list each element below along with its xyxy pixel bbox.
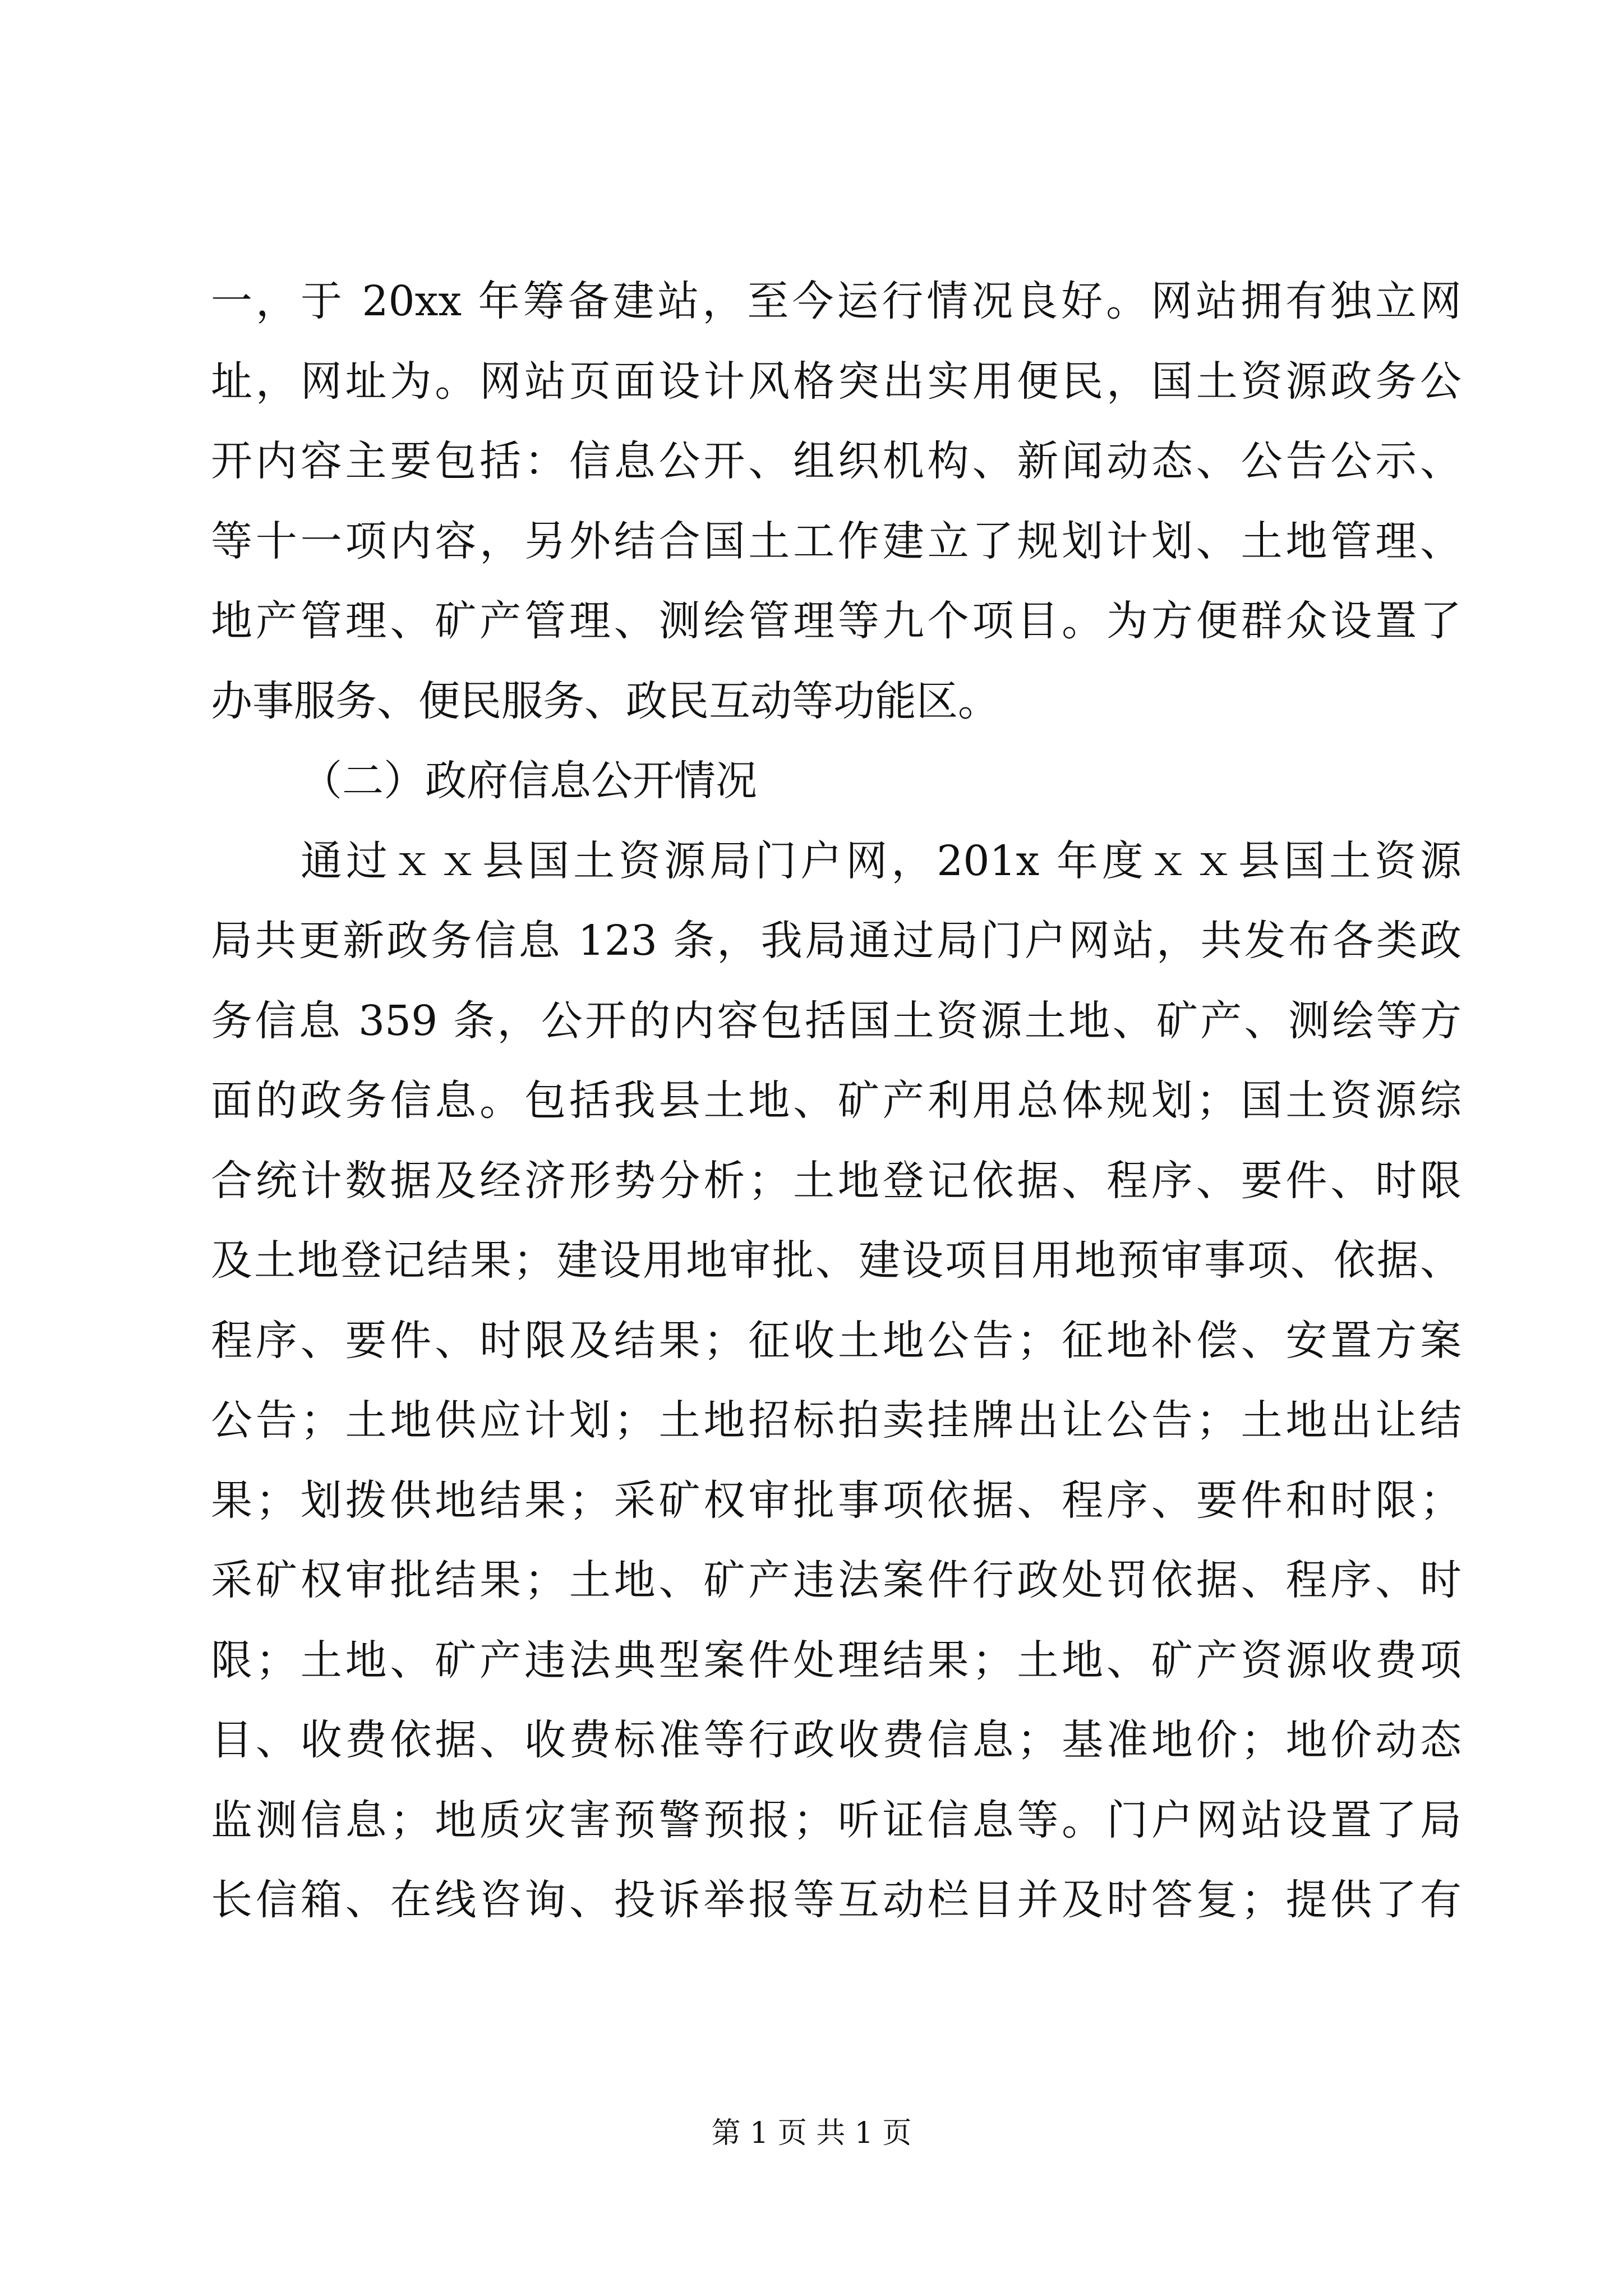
paragraph-line: 公告；土地供应计划；土地招标拍卖挂牌出让公告；土地出让结 xyxy=(211,1396,1461,1444)
paragraph-line: 通过ｘｘ县国土资源局门户网，201x 年度ｘｘ县国土资源 xyxy=(301,836,1461,885)
paragraph-line: 局共更新政务信息 123 条，我局通过局门户网站，共发布各类政 xyxy=(211,917,1461,965)
paragraph-line: 办事服务、便民服务、政民互动等功能区。 xyxy=(211,677,999,725)
paragraph-line: 采矿权审批结果；土地、矿产违法案件行政处罚依据、程序、时 xyxy=(211,1556,1461,1604)
paragraph-line: 等十一项内容，另外结合国土工作建立了规划计划、土地管理、 xyxy=(211,517,1461,565)
paragraph-line: 一，于 20xx 年筹备建站，至今运行情况良好。网站拥有独立网 xyxy=(211,277,1461,325)
paragraph-line: 程序、要件、时限及结果；征收土地公告；征地补偿、安置方案 xyxy=(211,1316,1461,1365)
paragraph-line: 址，网址为。网站页面设计风格突出实用便民，国土资源政务公 xyxy=(211,357,1461,406)
paragraph-line: 监测信息；地质灾害预警预报；听证信息等。门户网站设置了局 xyxy=(211,1796,1461,1844)
paragraph-line: 目、收费依据、收费标准等行政收费信息；基准地价；地价动态 xyxy=(211,1716,1461,1764)
paragraph-line: 及土地登记结果；建设用地审批、建设项目用地预审事项、依据、 xyxy=(211,1236,1461,1285)
paragraph-line: 务信息 359 条，公开的内容包括国土资源土地、矿产、测绘等方 xyxy=(211,996,1461,1045)
paragraph-line: 合统计数据及经济形势分析；土地登记依据、程序、要件、时限 xyxy=(211,1156,1461,1205)
paragraph-line: 开内容主要包括：信息公开、组织机构、新闻动态、公告公示、 xyxy=(211,437,1461,485)
paragraph-line: 果；划拨供地结果；采矿权审批事项依据、程序、要件和时限； xyxy=(211,1476,1461,1525)
section-heading: （二）政府信息公开情况 xyxy=(301,757,757,805)
page-footer: 第 1 页 共 1 页 xyxy=(711,2116,912,2150)
paragraph-line: 长信箱、在线咨询、投诉举报等互动栏目并及时答复；提供了有 xyxy=(211,1876,1461,1924)
paragraph-line: 地产管理、矿产管理、测绘管理等九个项目。为方便群众设置了 xyxy=(211,597,1461,645)
paragraph-line: 限；土地、矿产违法典型案件处理结果；土地、矿产资源收费项 xyxy=(211,1636,1461,1685)
document-body xyxy=(211,261,1461,1940)
paragraph-line: 面的政务信息。包括我县土地、矿产利用总体规划；国土资源综 xyxy=(211,1076,1461,1125)
